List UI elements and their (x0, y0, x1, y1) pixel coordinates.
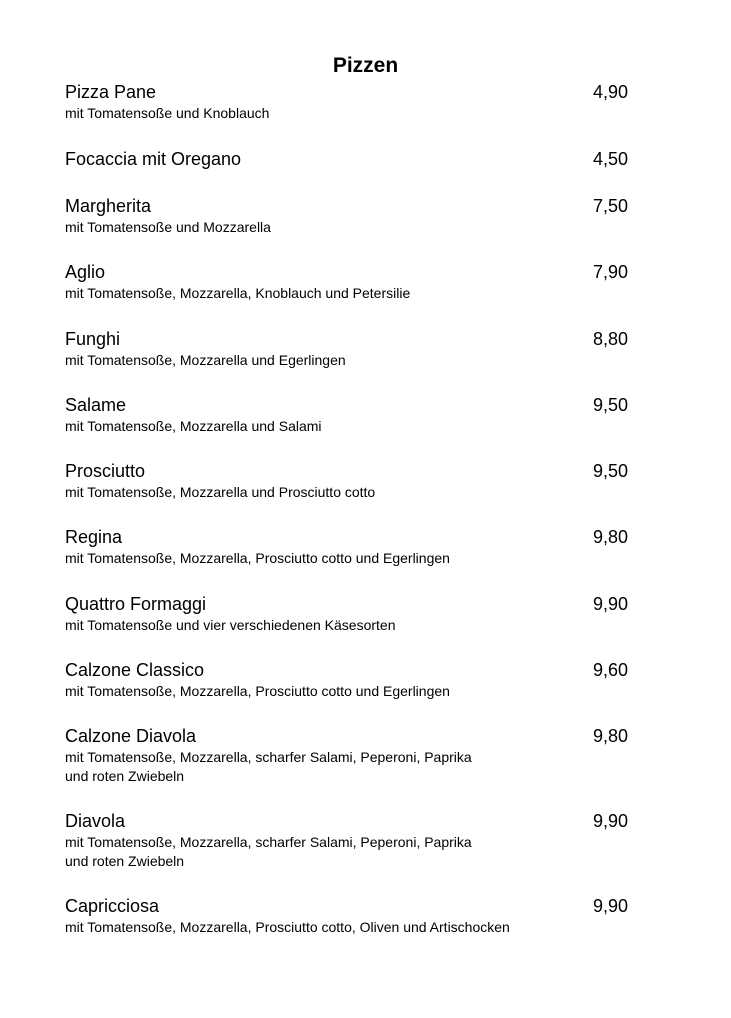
menu-item-name: Pizza Pane (65, 82, 157, 102)
menu-item (65, 327, 645, 370)
menu-item-price: 9,50 (593, 395, 629, 415)
menu-item (65, 194, 645, 237)
menu-item-description: mit Tomatensoße, Mozzarella, scharfer Salami, Peperoni, Paprika und roten Zwiebeln (65, 834, 472, 869)
menu-item-price: 8,80 (593, 329, 629, 349)
menu-item-price: 7,90 (593, 262, 629, 282)
menu-item-name: Funghi (65, 329, 121, 349)
menu-item-price: 9,50 (593, 461, 629, 481)
menu-item (65, 147, 645, 171)
menu-item-name: Calzone Classico (65, 660, 205, 680)
menu-item-name: Prosciutto (65, 461, 146, 481)
menu-item-description: mit Tomatensoße, Mozzarella und Prosciutto cotto (65, 484, 376, 500)
menu-item (65, 260, 645, 303)
menu-item-header (65, 894, 645, 918)
menu-item (65, 525, 645, 568)
menu-item-header (65, 459, 645, 483)
menu-item-name: Calzone Diavola (65, 726, 197, 746)
menu-item-name: Salame (65, 395, 127, 415)
menu-item-price: 9,60 (593, 660, 629, 680)
menu-item-description: mit Tomatensoße, Mozzarella, Knoblauch und Petersilie (65, 285, 411, 301)
menu-item-description: mit Tomatensoße und Knoblauch (65, 105, 270, 121)
menu-item-price: 9,80 (593, 726, 629, 746)
menu-item-name: Focaccia mit Oregano (65, 149, 242, 169)
menu-item (65, 809, 645, 871)
menu-item-header (65, 80, 645, 104)
menu-item-header (65, 592, 645, 616)
menu-item-description: mit Tomatensoße, Mozzarella, Prosciutto cotto, Oliven und Artischocken (65, 919, 510, 935)
menu-item-description: mit Tomatensoße, Mozzarella, Prosciutto cotto und Egerlingen (65, 683, 450, 699)
menu-item-header (65, 147, 645, 171)
menu-item-header (65, 658, 645, 682)
menu-item-description: mit Tomatensoße, Mozzarella und Salami (65, 418, 322, 434)
menu-item-name: Regina (65, 527, 123, 547)
menu-item-header (65, 724, 645, 748)
menu-item (65, 592, 645, 635)
menu-item-description: mit Tomatensoße, Mozzarella, scharfer Salami, Peperoni, Paprika und roten Zwiebeln (65, 749, 472, 784)
menu-item-header (65, 809, 645, 833)
menu-item-name: Quattro Formaggi (65, 594, 207, 614)
menu-item-price: 9,90 (593, 594, 629, 614)
menu-item-header (65, 194, 645, 218)
menu-item-price: 9,90 (593, 811, 629, 831)
menu-item (65, 80, 645, 123)
menu-item (65, 724, 645, 786)
menu-item-price: 9,90 (593, 896, 629, 916)
menu-item-price: 4,90 (593, 82, 629, 102)
menu-item-header (65, 393, 645, 417)
menu-item-header (65, 327, 645, 351)
menu-item-price: 9,80 (593, 527, 629, 547)
menu-item-name: Capricciosa (65, 896, 160, 916)
menu-item-description: mit Tomatensoße, Mozzarella und Egerlingen (65, 352, 346, 368)
menu-item-header (65, 525, 645, 549)
menu-item-price: 4,50 (593, 149, 629, 169)
menu-item (65, 894, 645, 937)
page-title: Pizzen (332, 54, 399, 77)
menu-item-price: 7,50 (593, 196, 629, 216)
menu-item-description: mit Tomatensoße, Mozzarella, Prosciutto cotto und Egerlingen (65, 550, 450, 566)
menu-item (65, 393, 645, 436)
menu-item (65, 459, 645, 502)
menu-item (65, 658, 645, 701)
menu-item-name: Margherita (65, 196, 152, 216)
menu-item-name: Aglio (65, 262, 106, 282)
menu-item-description: mit Tomatensoße und vier verschiedenen Käsesorten (65, 617, 396, 633)
menu-item-name: Diavola (65, 811, 126, 831)
menu-item-header (65, 260, 645, 284)
menu-item-description: mit Tomatensoße und Mozzarella (65, 219, 271, 235)
